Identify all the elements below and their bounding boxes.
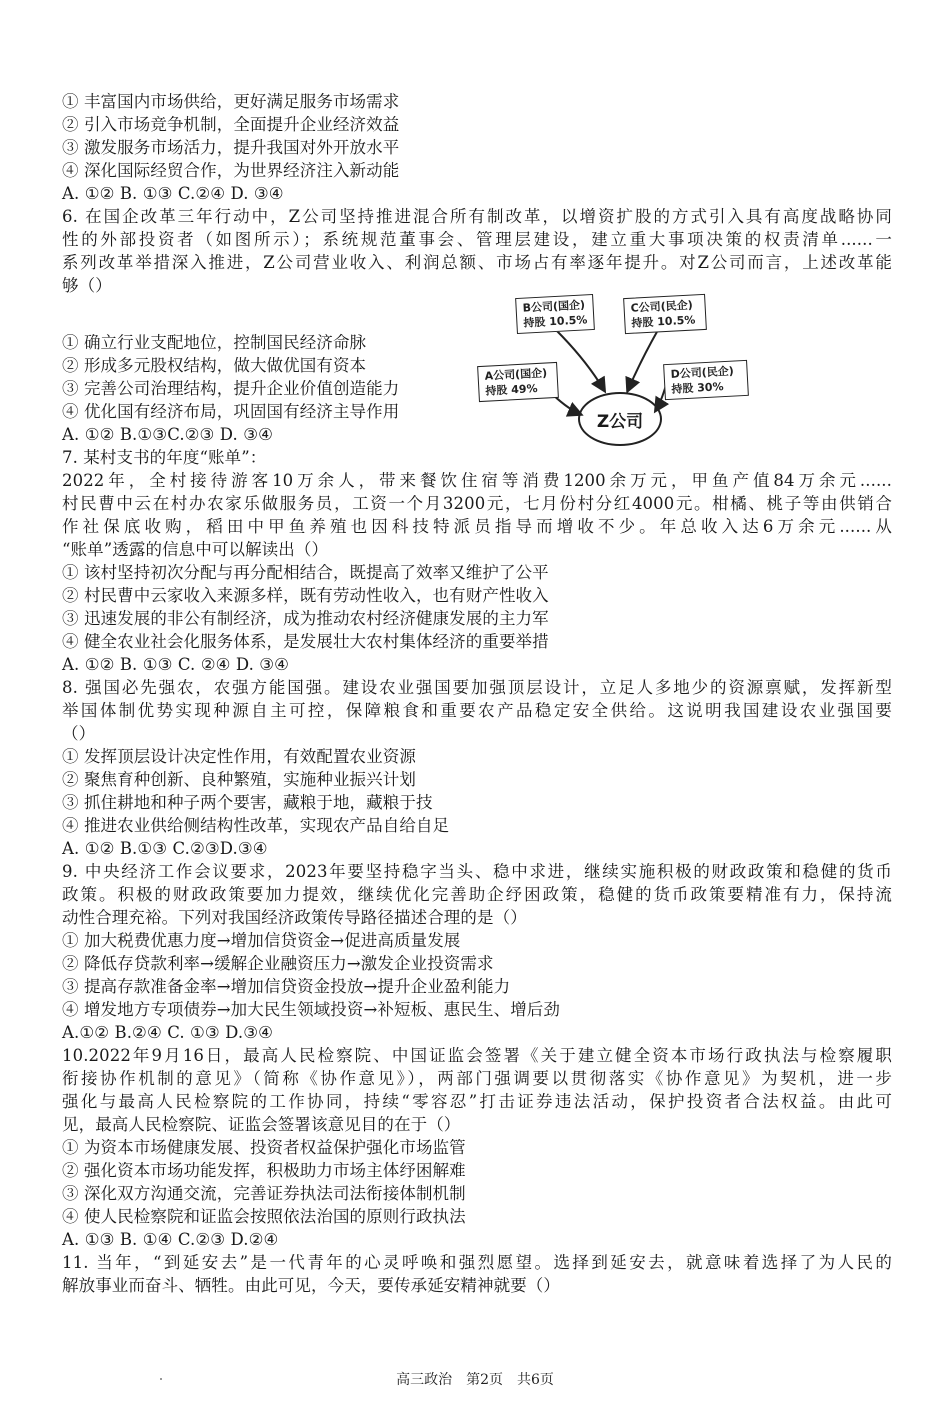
shareholder-a-box: [477, 362, 559, 402]
text-line: 10.2022年9月16日，最高人民检察院、中国证监会签署《关于建立健全资本市场行政执法与检察履职: [62, 1046, 892, 1065]
text-line: A. ①② B.①③C.②③ D. ③④: [62, 425, 274, 444]
shareholding-diagram: [466, 290, 766, 455]
text-line: ③ 深化双方沟通交流，完善证券执法司法衔接体制机制: [62, 1184, 466, 1203]
shareholder-b-share: 持股 10.5%: [523, 313, 588, 330]
text-line: ③ 迅速发展的非公有制经济，成为推动农村经济健康发展的主力军: [62, 609, 549, 628]
text-line: ② 引入市场竞争机制，全面提升企业经济效益: [62, 115, 400, 134]
text-line: A.①② B.②④ C. ①③ D.③④: [62, 1023, 274, 1042]
text-line: ① 确立行业支配地位，控制国民经济命脉: [62, 333, 367, 352]
text-line: 9. 中央经济工作会议要求，2023年要坚持稳字当头、稳中求进，继续实施积极的财政政策和稳健的货币: [62, 862, 892, 881]
company-z-circle: [578, 392, 662, 446]
text-line: 政策。积极的财政政策要加力提效，继续优化完善助企纾困政策，稳健的货币政策要精准有力，保持流: [62, 885, 892, 904]
text-line: 性的外部投资者（如图所示）；系统规范董事会、管理层建设，建立重大事项决策的权责清单......一: [62, 230, 892, 249]
text-line: ② 降低存贷款利率→缓解企业融资压力→激发企业投资需求: [62, 954, 494, 973]
text-line: ③ 激发服务市场活力，提升我国对外开放水平: [62, 138, 400, 157]
footer-text: 高三政治 第2页 共6页: [396, 1372, 554, 1388]
text-line: 见，最高人民检察院、证监会签署该意见目的在于（）: [62, 1115, 461, 1134]
text-line: ① 加大税费优惠力度→增加信贷资金→促进高质量发展: [62, 931, 461, 950]
text-line: 解放事业而奋斗、牺牲。由此可见，今天，要传承延安精神就要（）: [62, 1276, 560, 1295]
text-line: 作社保底收购，稻田中甲鱼养殖也因科技特派员指导而增收不少。年总收入达6万余元......从: [62, 517, 892, 536]
text-line: A. ①② B.①③ C.②③D.③④: [62, 839, 268, 858]
text-line: ③ 抓住耕地和种子两个要害，藏粮于地，藏粮于技: [62, 793, 433, 812]
text-line: 8. 强国必先强农，农强方能国强。建设农业强国要加强顶层设计，立足人多地少的资源禀赋，发挥新型: [62, 678, 892, 697]
shareholder-a-name: A公司(国企): [484, 366, 548, 383]
text-line: ② 村民曹中云家收入来源多样，既有劳动性收入，也有财产性收入: [62, 586, 549, 605]
text-line: 够（）: [62, 276, 112, 295]
text-line: 举国体制优势实现种源自主可控，保障粮食和重要农产品稳定安全供给。这说明我国建设农业强国要: [62, 701, 892, 720]
text-line: 2022年，全村接待游客10万余人，带来餐饮住宿等消费1200余万元，甲鱼产值84万余元......: [62, 471, 892, 490]
shareholder-c-box: [623, 294, 707, 334]
shareholder-d-box: [663, 360, 749, 400]
text-line: ① 该村坚持初次分配与再分配相结合，既提高了效率又维护了公平: [62, 563, 549, 582]
text-line: ② 形成多元股权结构，做大做优国有资本: [62, 356, 367, 375]
text-line: ① 为资本市场健康发展、投资者权益保护强化市场监管: [62, 1138, 466, 1157]
shareholder-c-name: C公司(民企): [630, 298, 694, 315]
text-line: ② 强化资本市场功能发挥，积极助力市场主体纾困解难: [62, 1161, 466, 1180]
shareholder-d-share: 持股 30%: [671, 380, 724, 396]
text-line: ④ 优化国有经济布局，巩固国有经济主导作用: [62, 402, 400, 421]
text-line: A. ①② B. ①③ C. ②④ D. ③④: [62, 655, 290, 674]
text-line: 系列改革举措深入推进，Z公司营业收入、利润总额、市场占有率逐年提升。对Z公司而言，上述改革能: [62, 253, 892, 272]
text-line: ③ 完善公司治理结构，提升企业价值创造能力: [62, 379, 400, 398]
text-line: 村民曹中云在村办农家乐做服务员，工资一个月3200元，七月份村分红4000元。柑橘、桃子等由供销合: [62, 494, 892, 513]
company-z-label: Z公司: [596, 411, 644, 432]
text-line: 11. 当年，“到延安去”是一代青年的心灵呼唤和强烈愿望。选择到延安去，就意味着选择了为人民的: [62, 1253, 892, 1272]
text-line: “账单”透露的信息中可以解读出（）: [62, 540, 329, 559]
text-line: 6. 在国企改革三年行动中，Z公司坚持推进混合所有制改革，以增资扩股的方式引入具有高度战略协同: [62, 207, 892, 226]
text-line: 衔接协作机制的意见》（简称《协作意见》），两部门强调要以贯彻落实《协作意见》为契机，进一步: [62, 1069, 892, 1088]
shareholder-b-name: B公司(国企): [522, 298, 586, 315]
text-line: ④ 增发地方专项债券→加大民生领域投资→补短板、惠民生、增后劲: [62, 1000, 560, 1019]
shareholder-d-name: D公司(民企): [670, 364, 735, 381]
text-line: ① 丰富国内市场供给，更好满足服务市场需求: [62, 92, 400, 111]
text-line: ② 聚焦育种创新、良种繁殖，实施种业振兴计划: [62, 770, 416, 789]
text-line: 7. 某村支书的年度“账单”：: [62, 448, 267, 467]
text-line: ④ 健全农业社会化服务体系，是发展壮大农村集体经济的重要举措: [62, 632, 549, 651]
text-line: 强化与最高人民检察院的工作协同，持续“零容忍”打击证券违法活动，保护投资者合法权益。由此可: [62, 1092, 892, 1111]
text-line: ④ 使人民检察院和证监会按照依法治国的原则行政执法: [62, 1207, 466, 1226]
text-line: ① 发挥顶层设计决定性作用，有效配置农业资源: [62, 747, 416, 766]
shareholder-b-box: [515, 294, 595, 334]
shareholder-a-share: 持股 49%: [485, 381, 538, 398]
text-line: （）: [62, 724, 96, 743]
text-line: 动性合理充裕。下列对我国经济政策传导路径描述合理的是（）: [62, 908, 527, 927]
page-footer: [0, 1370, 950, 1390]
shareholder-c-share: 持股 10.5%: [631, 313, 696, 330]
text-line: ④ 深化国际经贸合作，为世界经济注入新动能: [62, 161, 400, 180]
text-line: A. ①③ B. ①④ C.②③ D.②④: [62, 1230, 279, 1249]
text-line: ③ 提高存款准备金率→增加信贷资金投放→提升企业盈利能力: [62, 977, 511, 996]
text-line: ④ 推进农业供给侧结构性改革，实现农产品自给自足: [62, 816, 450, 835]
text-line: A. ①② B. ①③ C.②④ D. ③④: [62, 184, 284, 203]
